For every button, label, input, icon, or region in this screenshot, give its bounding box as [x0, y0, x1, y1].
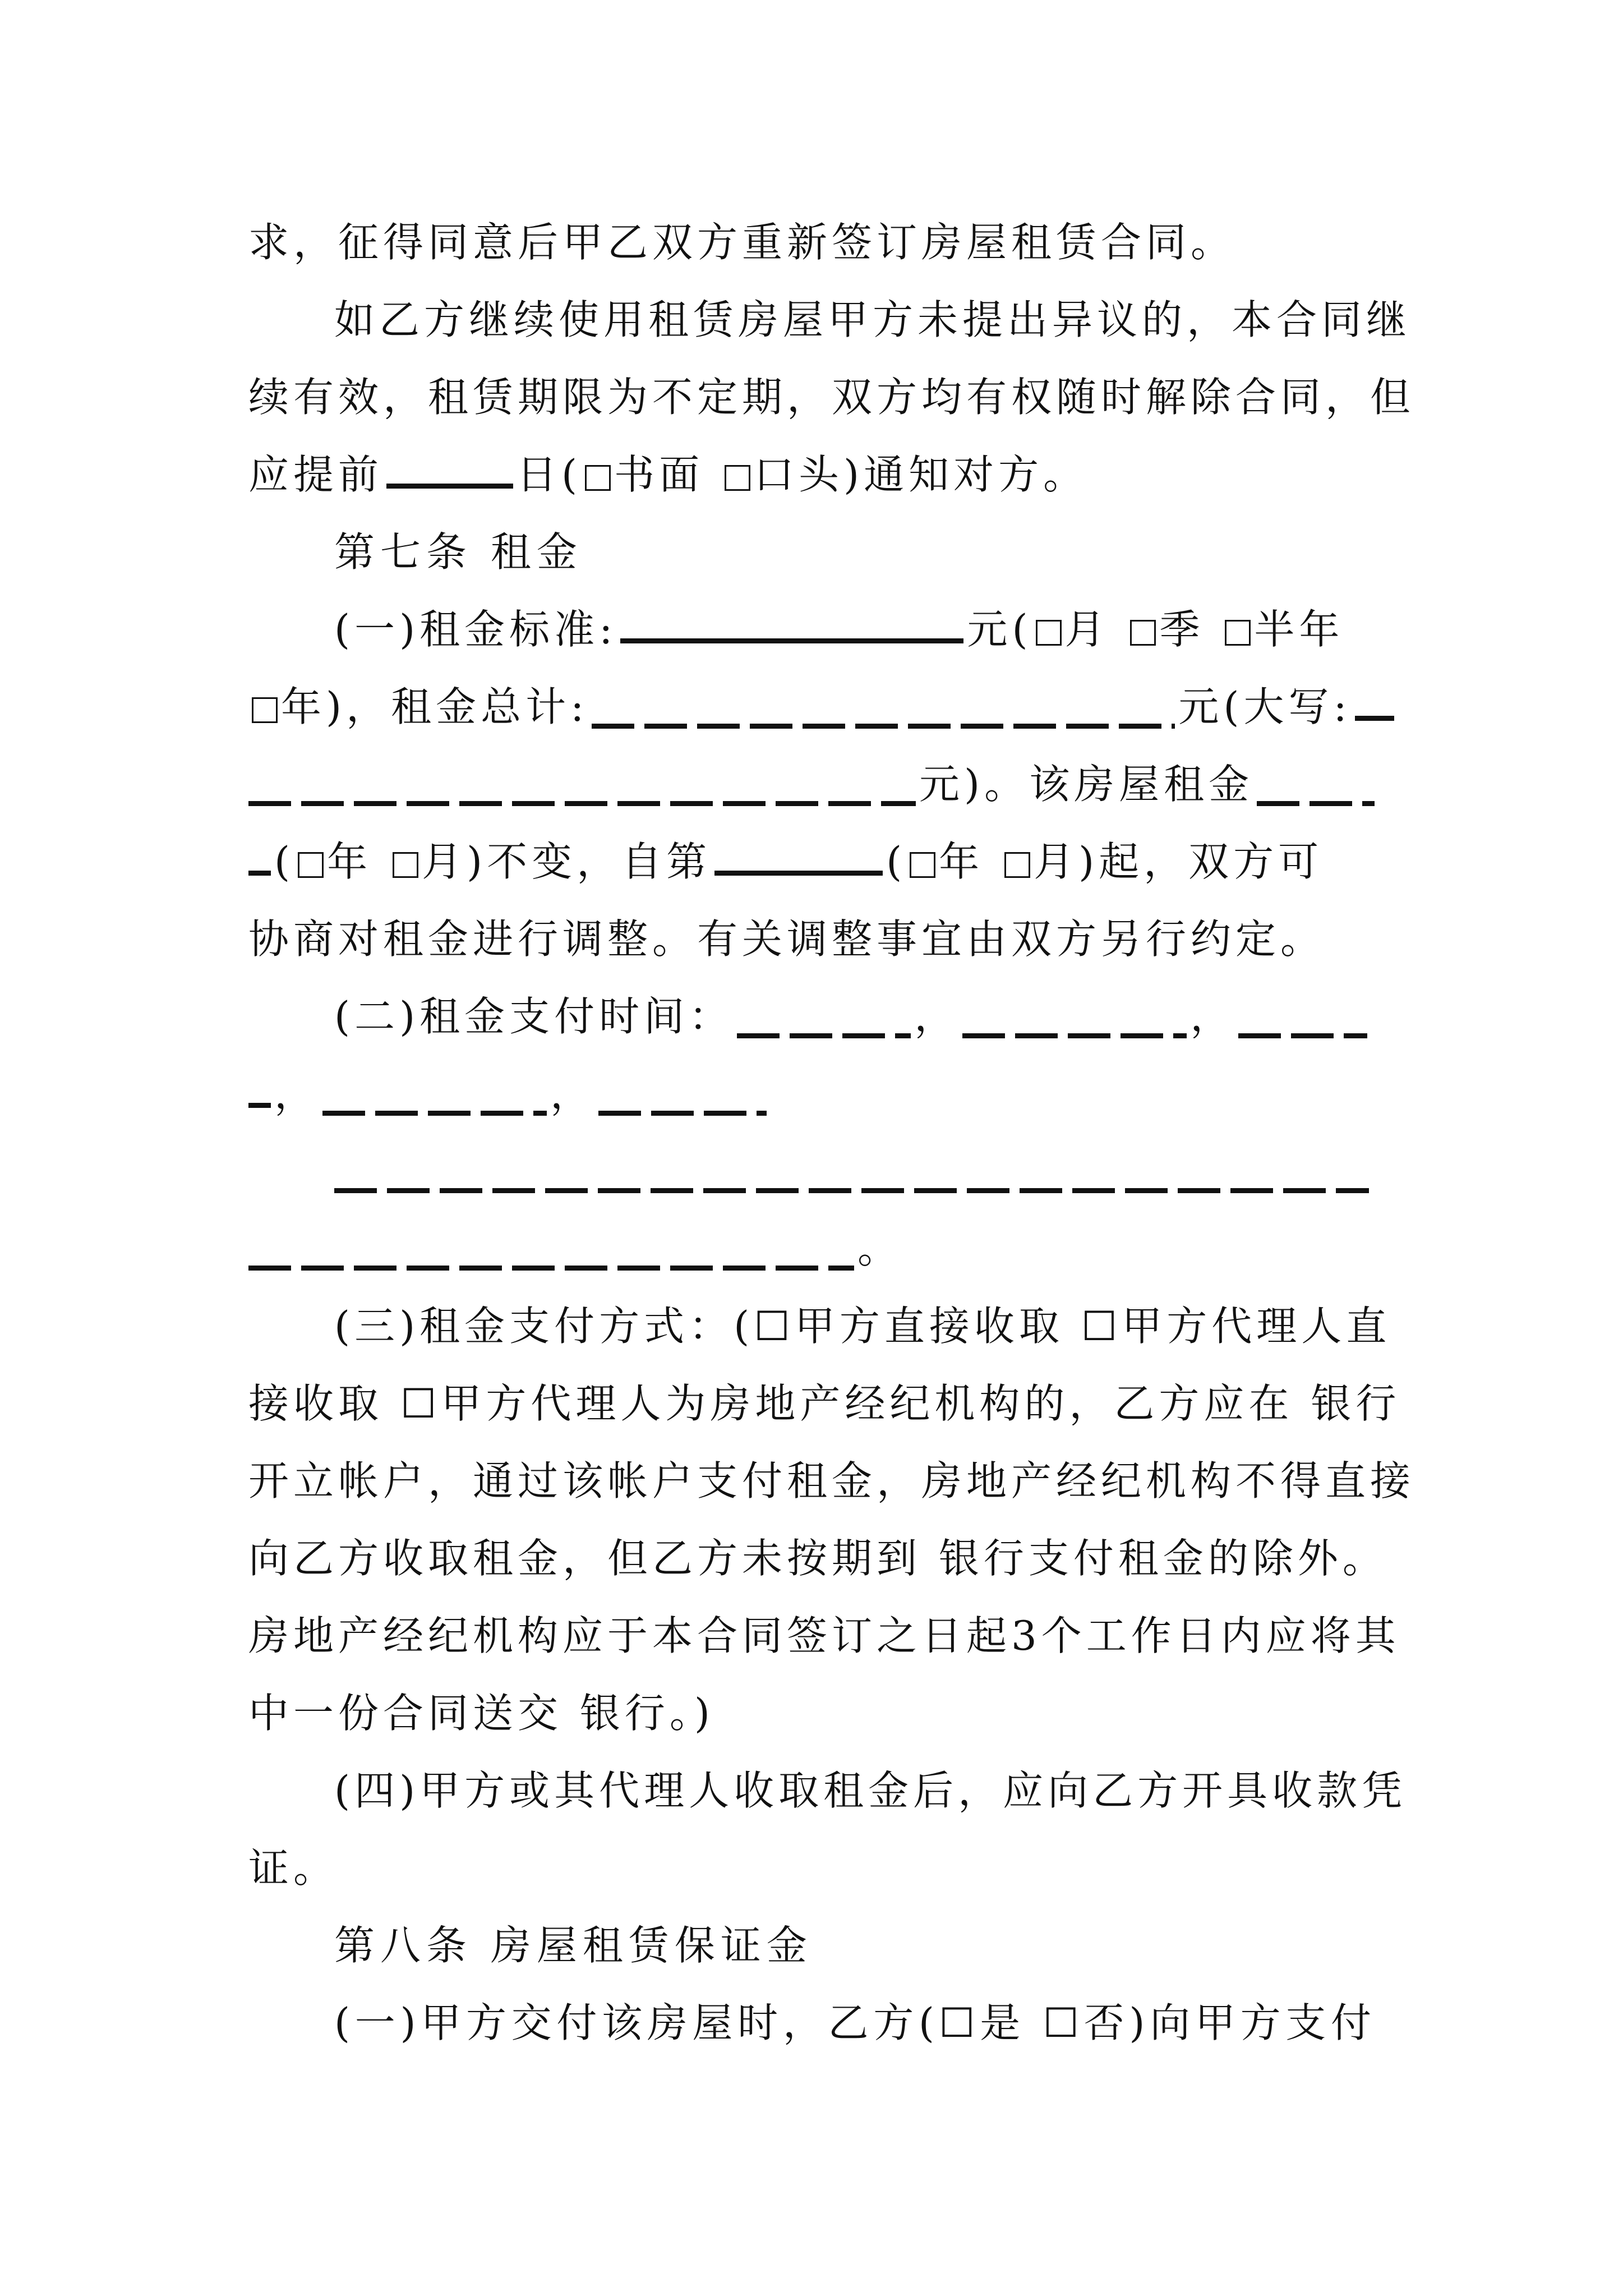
text-line: [334, 585, 1376, 674]
blank-field[interactable]: [714, 855, 883, 876]
checkbox[interactable]: [1130, 620, 1156, 646]
text-line: 续有效，租赁期限为不定期，双方均有权随时解除合同，但: [248, 374, 1415, 421]
blank-field[interactable]: [592, 724, 1175, 729]
text-fragment: 应提前: [248, 451, 384, 498]
blank-field[interactable]: [1238, 1033, 1367, 1038]
blank-field[interactable]: [962, 1033, 1187, 1038]
blank-field[interactable]: [620, 623, 963, 643]
text-fragment: (: [274, 838, 295, 885]
text-fragment: 元)。该房屋租金: [919, 761, 1254, 808]
checkbox[interactable]: [725, 465, 750, 491]
text-fragment: ，: [550, 1070, 596, 1117]
text-line: 如乙方继续使用租赁房屋甲方未提出异议的，本合同继: [334, 296, 1412, 343]
section-heading: 第七条 租金: [334, 528, 583, 576]
text-fragment: 口头)通知对方。: [754, 451, 1089, 498]
text-line: (四)甲方或其代理人收取租金后，应向乙方开具收款凭: [334, 1767, 1407, 1814]
checkbox[interactable]: [252, 697, 278, 723]
text-fragment: 月: [1064, 606, 1127, 653]
text-fragment: ，: [914, 993, 960, 1040]
text-fragment: 年: [939, 838, 1002, 885]
text-fragment: 季: [1159, 606, 1222, 653]
checkbox[interactable]: [1036, 620, 1062, 646]
text-line: [334, 972, 1376, 1061]
text-fragment: 书面: [614, 451, 721, 498]
text-line: [248, 739, 1376, 829]
text-fragment: (一)租金标准:: [334, 606, 617, 653]
blank-field[interactable]: [334, 1188, 1369, 1193]
checkbox[interactable]: [298, 852, 324, 878]
text-line: (三)租金支付方式：(☐甲方直接收取 ☐甲方代理人直: [334, 1303, 1391, 1350]
blank-field[interactable]: [322, 1111, 547, 1116]
text-fragment: ，: [274, 1070, 320, 1117]
blank-field[interactable]: [598, 1111, 767, 1116]
text-line: 房地产经纪机构应于本合同签订之日起3个工作日内应将其: [248, 1612, 1400, 1659]
text-fragment: 元(大写:: [1178, 683, 1352, 730]
text-fragment: 日(: [517, 451, 582, 498]
text-line: 接收取 ☐甲方代理人为房地产经纪机构的，乙方应在 银行: [248, 1380, 1401, 1427]
text-fragment: 月)不变，自第: [421, 838, 712, 885]
text-line: (一)甲方交付该房屋时，乙方(☐是 ☐否)向甲方支付: [334, 1999, 1376, 2046]
text-fragment: 月)起，双方可: [1034, 838, 1324, 885]
text-line: [248, 662, 1376, 752]
blank-field[interactable]: [1257, 801, 1375, 806]
text-line: 协商对租金进行调整。有关调整事宜由双方另行约定。: [248, 915, 1326, 963]
text-line: [248, 1204, 1376, 1294]
checkbox[interactable]: [910, 852, 935, 878]
blank-field[interactable]: [1355, 700, 1394, 721]
text-fragment: 元(: [967, 606, 1032, 653]
text-fragment: 。: [857, 1225, 903, 1272]
blank-field[interactable]: [248, 1087, 271, 1108]
text-line: 向乙方收取租金，但乙方未按期到 银行支付租金的除外。: [248, 1535, 1387, 1582]
checkbox[interactable]: [393, 852, 418, 878]
text-line: [248, 1049, 1376, 1139]
text-fragment: (: [886, 838, 907, 885]
text-fragment: 半年: [1254, 606, 1344, 653]
checkbox[interactable]: [1004, 852, 1030, 878]
blank-field[interactable]: [737, 1033, 911, 1038]
blank-field[interactable]: [248, 1266, 854, 1271]
text-line: 证。: [248, 1844, 339, 1892]
text-line: 开立帐户，通过该帐户支付租金，房地产经纪机构不得直接: [248, 1457, 1415, 1504]
text-fragment: ，: [1190, 993, 1235, 1040]
blank-field[interactable]: [386, 468, 513, 489]
checkbox[interactable]: [1225, 620, 1251, 646]
text-line: [334, 1126, 1376, 1216]
blank-field[interactable]: [248, 801, 916, 806]
text-line: 求，征得同意后甲乙双方重新签订房屋租赁合同。: [248, 219, 1236, 266]
text-fragment: 年)，租金总计:: [281, 683, 589, 730]
text-fragment: 年: [327, 838, 389, 885]
text-line: 中一份合同送交 银行。): [248, 1690, 714, 1737]
blank-field[interactable]: [248, 855, 271, 876]
text-line: [248, 430, 1376, 519]
section-heading: 第八条 房屋租赁保证金: [334, 1922, 813, 1969]
text-fragment: (二)租金支付时间：: [334, 993, 734, 1040]
checkbox[interactable]: [585, 465, 611, 491]
text-line: [248, 817, 1376, 907]
